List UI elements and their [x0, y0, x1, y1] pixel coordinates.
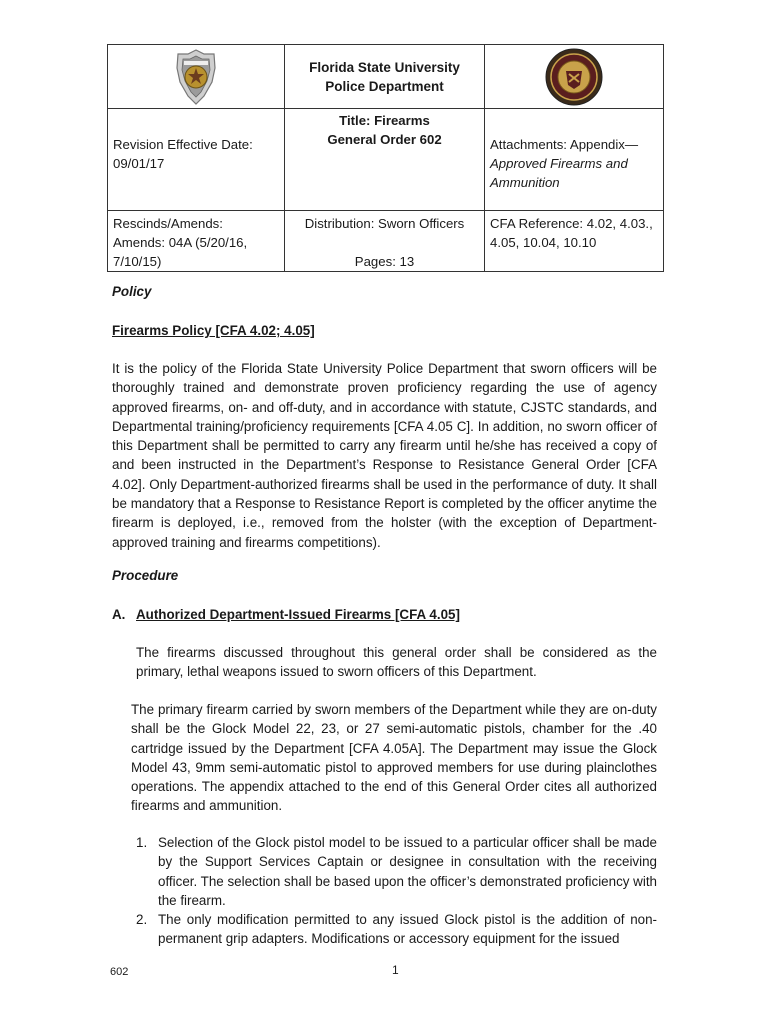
header-table [107, 44, 664, 272]
attachments-cell [485, 109, 664, 211]
revision-label: Revision Effective Date: [113, 137, 253, 152]
revision-cell [108, 109, 285, 211]
policy-paragraph: It is the policy of the Florida State University Police Department that sworn officers will be thoroughly trained and demonstrate proven proficiency regarding the use of agency approved firearms, on- and off-duty, and in accordance with statute, CJSTC standards, and Departmental training/proficiency requirements [CFA 4.05 C]. In addition, no sworn officer of this Department shall be permitted to carry any firearm until he/she has received a copy of and been instructed in the Department’s Response to Resistance General Order [CFA 4.02]. Only Department-authorized firearms shall be used in the performance of duty. It shall be mandatory that a Response to Resistance Report is completed by the officer anytime the firearm is deployed, i.e., removed from the holster (with the exception of Department-approved training and firearms competitions). [112, 361, 657, 550]
rescinds-value-line1: Amends: 04A (5/20/16, [113, 235, 248, 250]
left-logo-cell [108, 45, 285, 109]
department-title: Florida State University Police Department [285, 45, 485, 109]
procedure-heading: Procedure [112, 568, 179, 583]
rescinds-label: Rescinds/Amends: [113, 216, 223, 231]
rescinds-value-line2: 7/10/15) [113, 254, 162, 269]
cfa-reference-line1: CFA Reference: 4.02, 4.03., [490, 216, 653, 231]
police-badge-icon [174, 48, 218, 106]
cfa-reference-line2: 4.05, 10.04, 10.10 [490, 235, 597, 250]
numbered-list [136, 833, 657, 949]
cfa-cell [485, 211, 664, 272]
policy-heading: Policy [112, 284, 152, 299]
footer-order-number: 602 [110, 966, 129, 978]
attachments-label: Attachments: Appendix— [490, 137, 639, 152]
section-a-paragraph-1: The firearms discussed throughout this general order shall be considered as the primary, lethal weapons issued to sworn officers of this Department. [136, 645, 657, 680]
list-item-text: The only modification permitted to any issued Glock pistol is the addition of non-permanent grip adapters. Modifications or accessory equipment for the issued [158, 912, 657, 947]
attachments-value-line2: Ammunition [490, 175, 560, 190]
section-a-paragraph-2: The primary firearm carried by sworn members of the Department while they are on-duty shall be the Glock Model 22, 23, or 27 semi-automatic pistols, chamber for the .40 cartridge issued by the Department [CFA 4.05A]. The Department may issue the Glock Model 43, 9mm semi-automatic pistol to approved members for use during plainclothes operations. The appendix attached to the end of this General Order cites all authorized firearms and ammunition. [131, 702, 657, 814]
list-item-number: 2. [136, 912, 148, 928]
attachments-value-line1: Approved Firearms and [490, 156, 628, 171]
footer-page-number: 1 [392, 963, 399, 977]
distribution-text: Distribution: Sworn Officers [304, 216, 465, 231]
right-logo-cell [485, 45, 664, 109]
general-order-number: General Order 602 [327, 132, 442, 147]
section-a-letter: A. [112, 607, 126, 622]
pages-count: Pages: 13 [354, 254, 415, 269]
order-title: Title: Firearms [339, 113, 430, 128]
section-a-title: Authorized Department-Issued Firearms [CFA 4.05] [136, 607, 460, 622]
list-item-number: 1. [136, 835, 148, 850]
list-item [136, 833, 657, 910]
university-seal-icon [544, 47, 604, 107]
list-item [136, 910, 657, 949]
title-order-cell [285, 109, 485, 211]
list-item-text: Selection of the Glock pistol model to be issued to a particular officer shall be made by the Support Services Captain or designee in consultation with the receiving officer. The selection shall be based upon the officer’s demonstrated proficiency with the firearm. [158, 835, 657, 908]
firearms-policy-heading: Firearms Policy [CFA 4.02; 4.05] [112, 323, 315, 338]
distribution-cell [285, 211, 485, 272]
revision-date: 09/01/17 [113, 156, 165, 171]
rescinds-cell [108, 211, 285, 272]
